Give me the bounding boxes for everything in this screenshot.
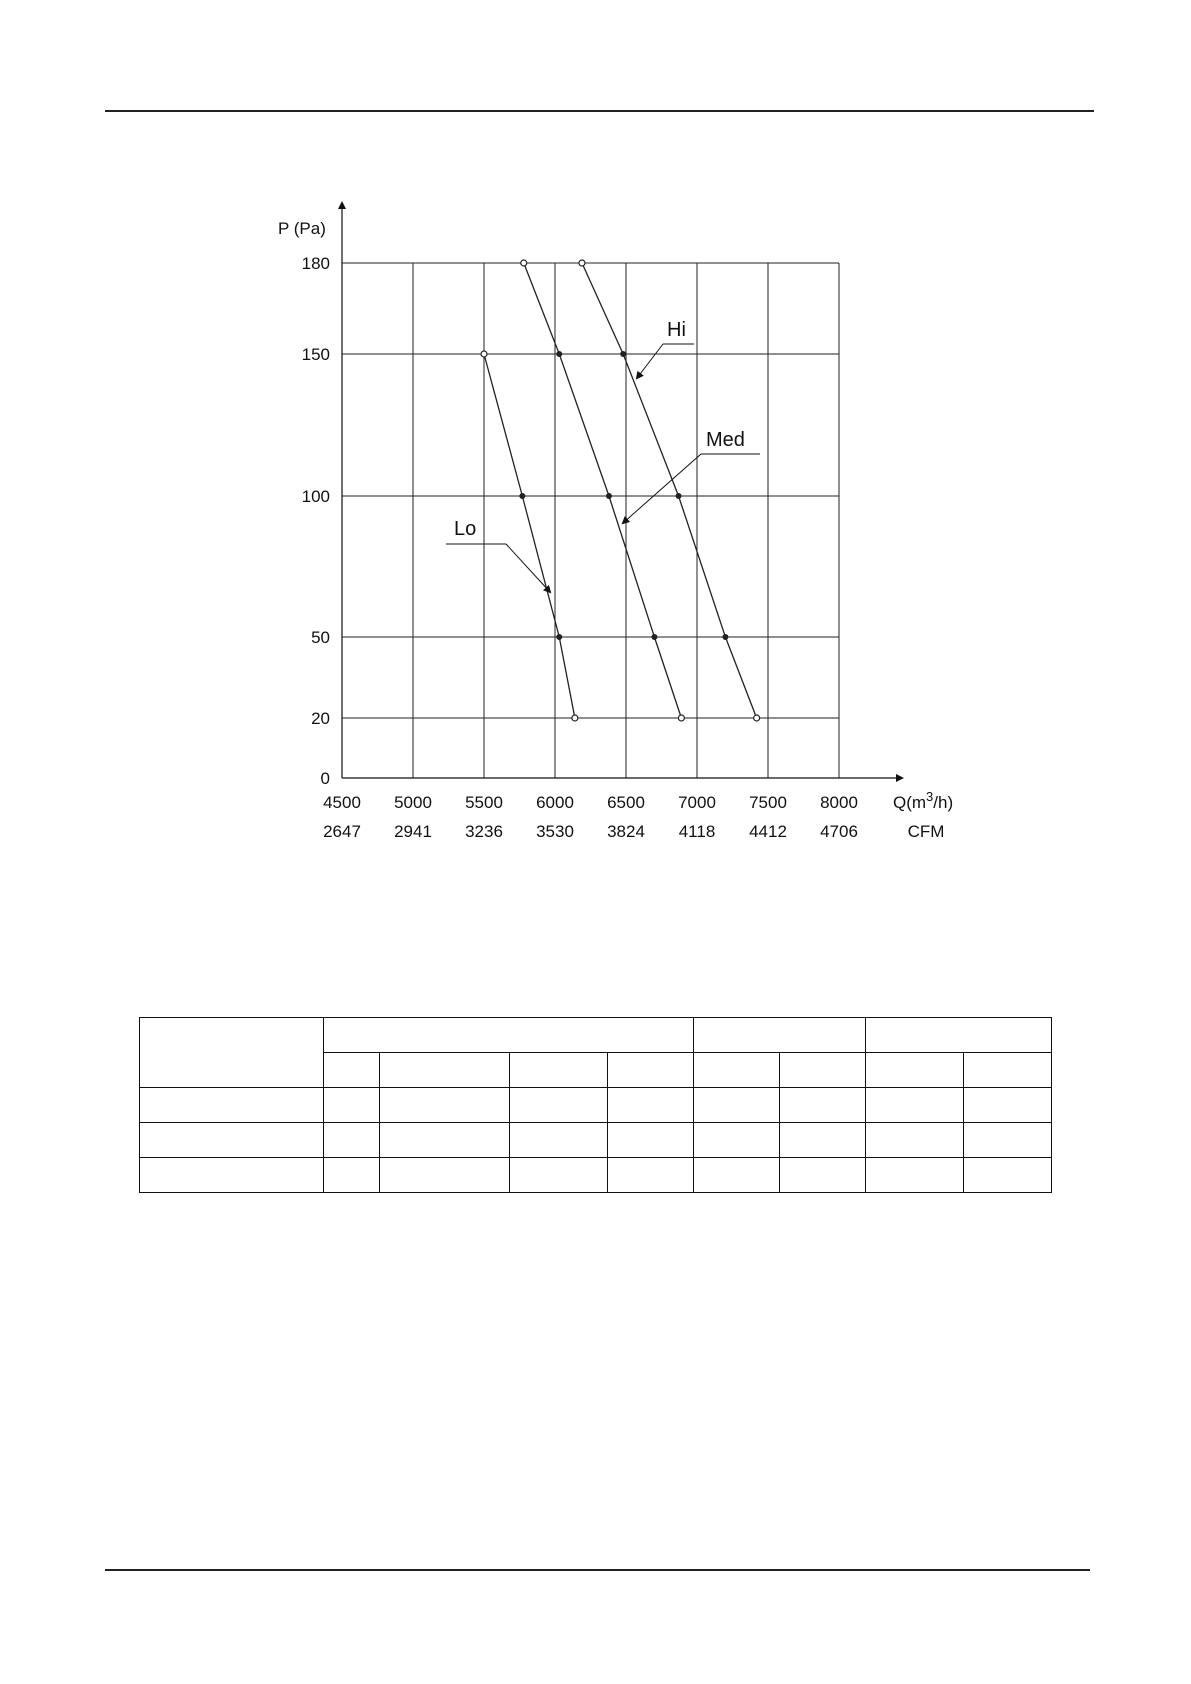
x-tick-label-cfm: 4706 xyxy=(820,822,858,841)
table-cell xyxy=(694,1123,780,1158)
table-cell xyxy=(324,1123,380,1158)
series-label-hi: Hi xyxy=(667,319,686,341)
x-tick-label-m3h: 8000 xyxy=(820,793,858,812)
table-cell xyxy=(780,1088,866,1123)
table-row xyxy=(140,1088,1052,1123)
callout-arrow-hi xyxy=(637,344,663,378)
table-row xyxy=(140,1123,1052,1158)
table-cell xyxy=(866,1123,964,1158)
series-lines xyxy=(481,260,760,721)
y-tick-label: 50 xyxy=(311,628,330,647)
x-tick-label-cfm: 3530 xyxy=(536,822,574,841)
y-tick-label: 150 xyxy=(301,345,330,364)
x-tick-label-m3h: 4500 xyxy=(323,793,361,812)
y-axis-label: P (Pa) xyxy=(278,219,326,238)
table-cell xyxy=(510,1123,608,1158)
table-cell xyxy=(324,1088,380,1123)
table-cell xyxy=(780,1123,866,1158)
y-tick-label: 180 xyxy=(301,254,330,273)
table-cell xyxy=(964,1158,1052,1193)
series-line-lo xyxy=(484,354,575,718)
y-tick-label: 20 xyxy=(311,709,330,728)
x-tick-label-cfm: 2647 xyxy=(323,822,361,841)
data-point-hi xyxy=(754,715,760,721)
table-cell xyxy=(866,1053,964,1088)
data-point-med xyxy=(678,715,684,721)
data-point-hi xyxy=(621,352,626,357)
x-tick-label-cfm: 2941 xyxy=(394,822,432,841)
table-row xyxy=(140,1018,1052,1053)
table-cell xyxy=(694,1088,780,1123)
table-cell xyxy=(866,1088,964,1123)
table-row xyxy=(140,1158,1052,1193)
tick-labels xyxy=(278,219,953,841)
x-tick-label-m3h: 7000 xyxy=(678,793,716,812)
x-tick-label-cfm: 4412 xyxy=(749,822,787,841)
table-cell xyxy=(380,1053,510,1088)
table-cell xyxy=(608,1123,694,1158)
table-cell xyxy=(608,1158,694,1193)
y-tick-label: 100 xyxy=(301,487,330,506)
table-cell xyxy=(608,1053,694,1088)
spec-table xyxy=(139,1017,1052,1193)
x-tick-label-m3h: 6500 xyxy=(607,793,645,812)
series-label-med: Med xyxy=(706,429,745,451)
table-cell xyxy=(140,1018,324,1088)
x-tick-label-cfm: 4118 xyxy=(678,822,716,841)
data-point-lo xyxy=(481,351,487,357)
x-tick-label-cfm: 3236 xyxy=(465,822,503,841)
data-point-lo xyxy=(572,715,578,721)
table-cell xyxy=(694,1053,780,1088)
table-cell xyxy=(866,1018,1052,1053)
data-point-hi xyxy=(723,635,728,640)
x-tick-label-cfm: 3824 xyxy=(607,822,645,841)
data-point-med xyxy=(607,494,612,499)
table-cell xyxy=(964,1123,1052,1158)
data-point-hi xyxy=(676,494,681,499)
x-tick-label-m3h: 7500 xyxy=(749,793,787,812)
callout-arrow-med xyxy=(623,454,701,523)
series-label-lo: Lo xyxy=(454,518,477,540)
data-point-lo xyxy=(520,494,525,499)
x-tick-label-m3h: 5000 xyxy=(394,793,432,812)
table-cell xyxy=(694,1158,780,1193)
x-tick-label-m3h: 6000 xyxy=(536,793,574,812)
data-point-med xyxy=(652,635,657,640)
table-cell xyxy=(510,1088,608,1123)
series-line-med xyxy=(524,263,682,718)
footer-rule xyxy=(105,1569,1090,1571)
table-cell xyxy=(866,1158,964,1193)
data-point-med xyxy=(521,260,527,266)
table-cell xyxy=(780,1053,866,1088)
table-cell xyxy=(324,1053,380,1088)
table-cell xyxy=(140,1158,324,1193)
y-tick-label: 0 xyxy=(320,769,330,788)
table-cell xyxy=(608,1088,694,1123)
table-cell xyxy=(510,1053,608,1088)
table-cell xyxy=(140,1123,324,1158)
grid xyxy=(342,263,839,778)
data-point-lo xyxy=(557,635,562,640)
table-cell xyxy=(780,1158,866,1193)
x-axis-label-cfm: CFM xyxy=(907,822,945,841)
axes xyxy=(342,203,902,778)
table-cell xyxy=(140,1088,324,1123)
data-point-med xyxy=(557,352,562,357)
table-cell xyxy=(380,1123,510,1158)
table-cell xyxy=(380,1158,510,1193)
table-cell xyxy=(510,1158,608,1193)
data-point-hi xyxy=(579,260,585,266)
callout-arrow-lo xyxy=(506,544,550,592)
table-cell xyxy=(694,1018,866,1053)
table-cell xyxy=(380,1088,510,1123)
x-axis-label: $Q(m^3/h)$ xyxy=(893,789,954,812)
table-cell xyxy=(964,1088,1052,1123)
table-cell xyxy=(964,1053,1052,1088)
x-tick-label-m3h: 5500 xyxy=(465,793,503,812)
table-cell xyxy=(324,1158,380,1193)
table-cell xyxy=(324,1018,694,1053)
